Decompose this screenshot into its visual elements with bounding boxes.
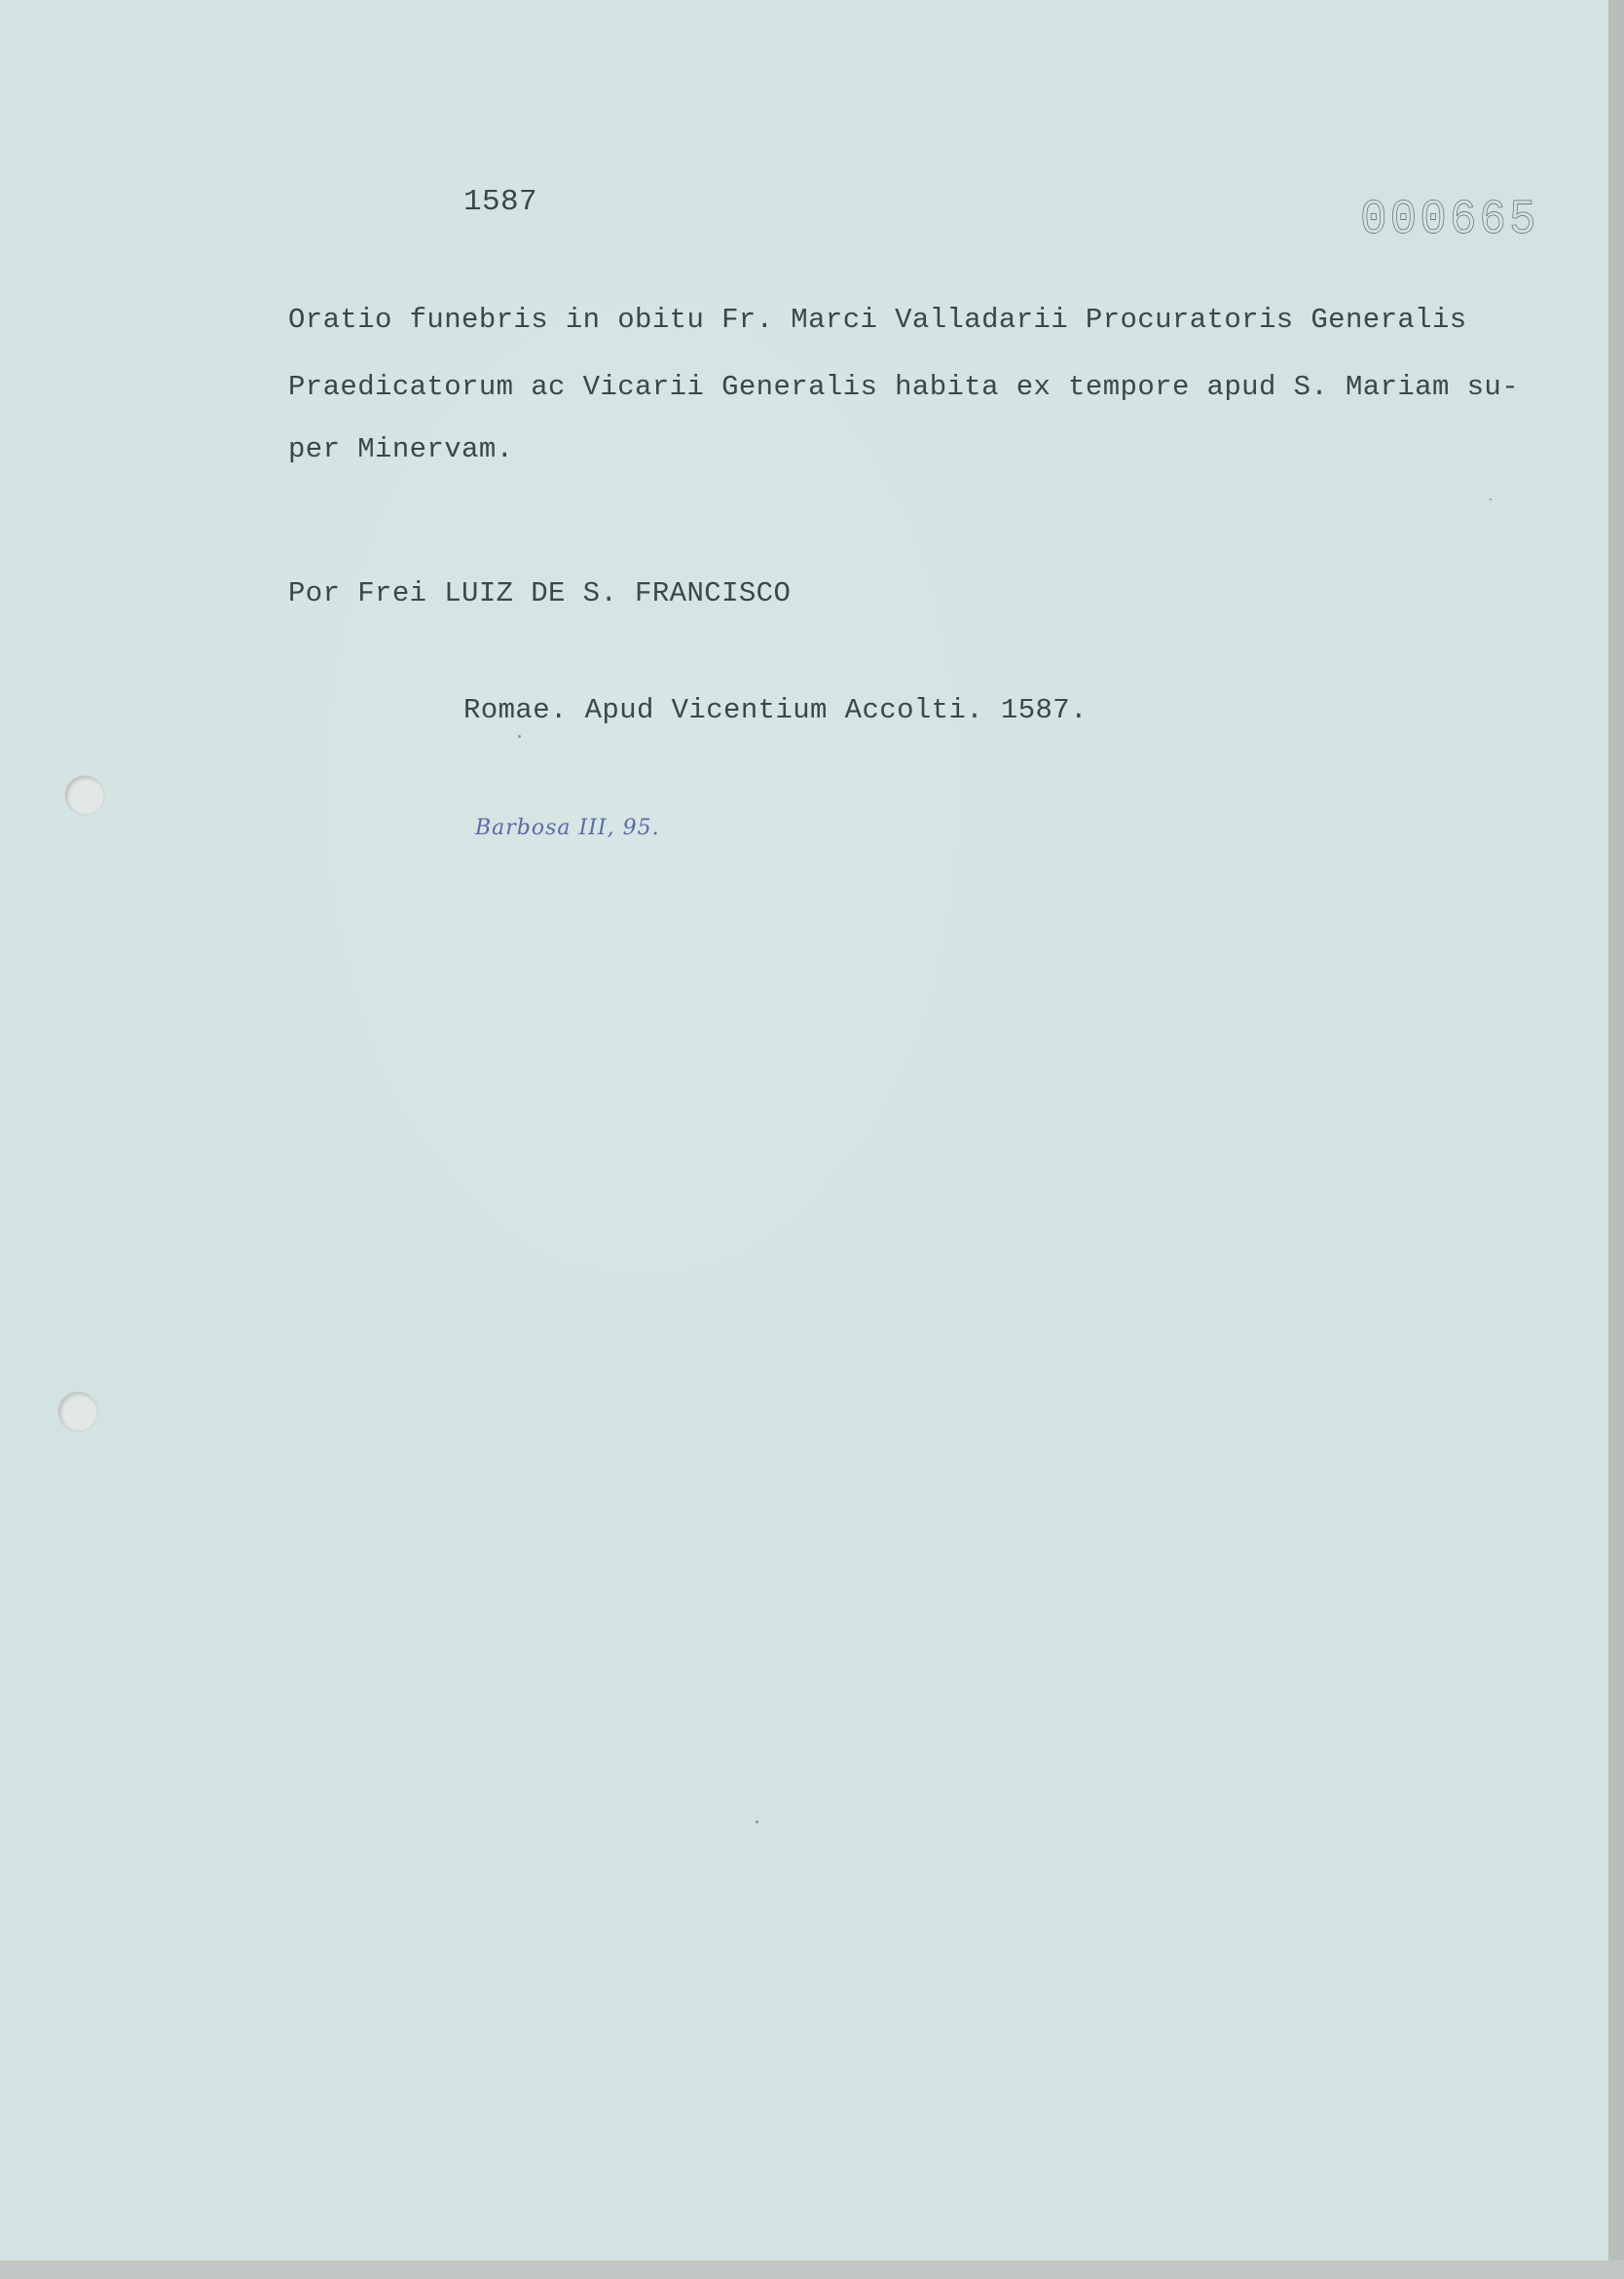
title-line-3: per Minervam. (288, 433, 514, 465)
record-year: 1587 (463, 185, 538, 219)
author-line: Por Frei LUIZ DE S. FRANCISCO (288, 577, 792, 609)
page-edge-right (1608, 0, 1624, 2279)
paper-speck (1490, 498, 1492, 500)
paper-speck (518, 735, 521, 738)
title-line-2: Praedicatorum ac Vicarii Generalis habita ex tempore apud S. Mariam su- (288, 371, 1520, 403)
handwritten-reference-note: Barbosa III, 95. (475, 816, 660, 840)
title-line-1: Oratio funebris in obitu Fr. Marci Valladarii Procuratoris Generalis (288, 304, 1467, 336)
imprint-line: Romae. Apud Vicentium Accolti. 1587. (463, 694, 1088, 726)
punch-hole-top (65, 776, 104, 815)
punch-hole-bottom (58, 1392, 97, 1431)
paper-speck (756, 1820, 758, 1823)
page-edge-bottom (0, 2261, 1624, 2279)
record-number-stamp: 000665 (1360, 193, 1539, 248)
